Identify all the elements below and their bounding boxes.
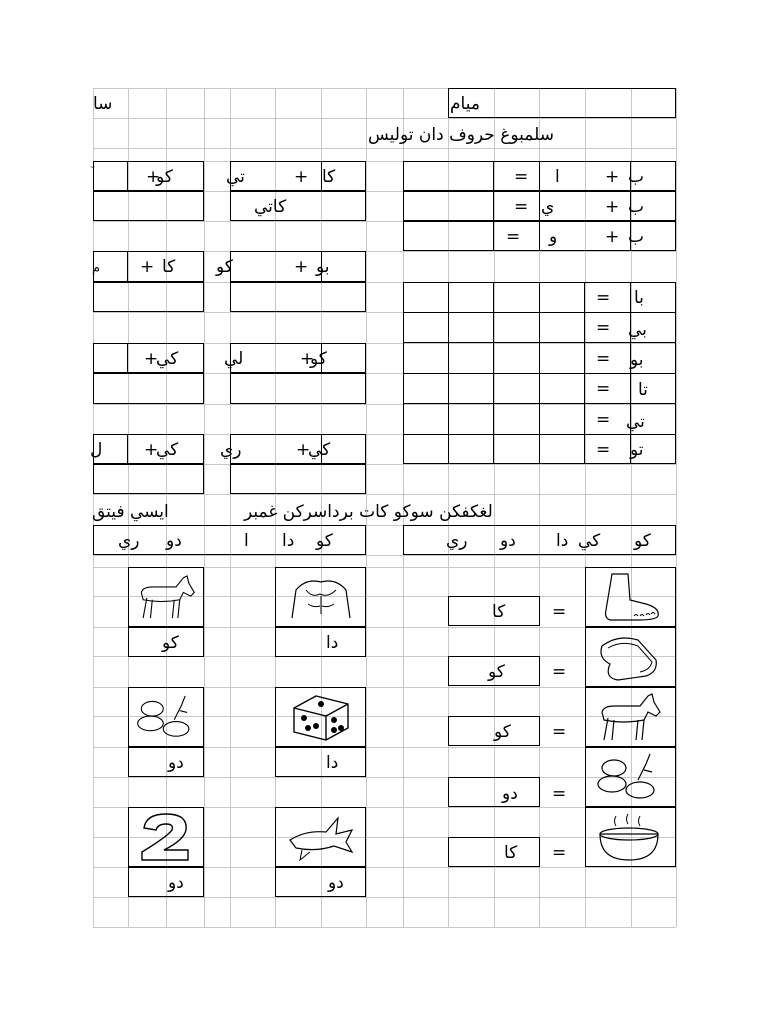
label-syllable: دو	[328, 873, 344, 893]
ex3-syllable-b: ري	[220, 440, 242, 460]
name-label: ميام	[450, 94, 480, 114]
ex1-right-letter: ي	[541, 197, 555, 217]
bank-syllable: ري	[446, 531, 468, 551]
equals-sign: =	[596, 318, 611, 338]
ex3-syllable-b: كو	[216, 257, 233, 277]
bank-syllable: دا	[282, 531, 295, 551]
label-box	[275, 747, 366, 777]
ex3-answer-box	[230, 282, 366, 312]
ex3-example-answer: كاتي	[254, 197, 287, 217]
equals-sign: =	[552, 722, 567, 742]
ex3-syllable-box	[93, 343, 128, 373]
bank-syllable: كي	[578, 531, 601, 551]
ex3-syllable-c: كي	[156, 440, 179, 460]
answer-syllable: كو	[488, 662, 505, 682]
grid-line-horizontal	[93, 494, 676, 495]
ex3-syllable-d: م	[92, 261, 101, 276]
ex3-syllable-box	[321, 343, 366, 373]
grid-line-vertical	[676, 88, 677, 927]
equals-sign: =	[596, 410, 611, 430]
label-syllable: دا	[326, 633, 339, 653]
label-box	[275, 627, 366, 657]
ex3-syllable-b: تي	[226, 167, 245, 187]
eggs-icon	[594, 750, 664, 804]
equals-sign: =	[514, 197, 529, 217]
ex3-syllable-a: كو	[310, 349, 327, 369]
ex2-syllable: با	[634, 288, 644, 308]
bank-syllable: كو	[634, 531, 651, 551]
slipper-icon	[594, 632, 664, 684]
plus-sign: +	[146, 167, 161, 187]
ex2-syllable: تا	[638, 380, 648, 400]
dice-icon	[286, 690, 356, 744]
equals-sign: =	[506, 227, 521, 247]
bank-syllable: ري	[118, 531, 140, 551]
label-box	[275, 867, 366, 897]
grid-line-horizontal	[93, 118, 676, 119]
plus-sign: +	[605, 227, 620, 247]
plus-sign: +	[300, 349, 315, 369]
label-syllable: دو	[168, 873, 184, 893]
ex3-syllable-box	[93, 161, 128, 191]
label-syllable: دا	[326, 753, 339, 773]
ex3-answer-box	[93, 373, 204, 404]
section2-title-left: ايسي فيتق	[92, 502, 169, 522]
equals-sign: =	[514, 167, 529, 187]
ex3-syllable-c: كو	[156, 167, 173, 187]
ex3-answer-box	[230, 373, 366, 404]
ex2-syllable: بي	[628, 320, 647, 340]
equals-sign: =	[596, 349, 611, 369]
foot-icon	[598, 570, 662, 624]
label-box	[128, 867, 204, 897]
answer-syllable: دو	[502, 784, 518, 804]
section2-title: لغكفكن سوكو كات برداسركن غمبر	[244, 502, 493, 522]
ex2-row	[403, 373, 676, 404]
ex2-syllable: تي	[626, 412, 645, 432]
ex3-syllable-c: كا	[162, 257, 176, 277]
ex3-syllable-a: بو	[316, 257, 330, 277]
ex1-left-letter: ب	[628, 197, 645, 217]
label-syllable: دو	[168, 753, 184, 773]
ex2-syllable: تو	[630, 440, 644, 460]
grid-line-vertical	[204, 88, 205, 927]
label-syllable: كو	[162, 633, 179, 653]
bank-syllable: ا	[244, 531, 249, 551]
plus-sign: +	[294, 257, 309, 277]
shark-icon	[286, 810, 356, 864]
bank-syllable: دا	[556, 531, 569, 551]
bank-syllable: دو	[500, 531, 516, 551]
worksheet-title: سلمبوغ حروف دان تولیس	[368, 125, 554, 145]
label-box	[128, 747, 204, 777]
bank-syllable: دو	[166, 531, 182, 551]
grid-line-horizontal	[93, 148, 676, 149]
ex3-answer-box	[230, 191, 366, 221]
answer-syllable: كا	[504, 843, 518, 863]
equals-sign: =	[552, 662, 567, 682]
plus-sign: +	[605, 167, 620, 187]
answer-syllable: كو	[494, 722, 511, 742]
plus-sign: +	[296, 440, 311, 460]
equals-sign: =	[596, 288, 611, 308]
ex1-left-letter: ب	[628, 227, 645, 247]
plus-sign: +	[605, 197, 620, 217]
number-two-icon	[134, 810, 198, 864]
equals-sign: =	[552, 843, 567, 863]
equals-sign: =	[552, 784, 567, 804]
ex3-syllable-b: لي	[224, 349, 244, 369]
answer-syllable: كا	[492, 602, 506, 622]
plus-sign: +	[294, 167, 309, 187]
plus-sign: +	[144, 349, 159, 369]
answer-box	[448, 837, 540, 867]
equals-sign: =	[552, 602, 567, 622]
ex1-left-letter: ب	[628, 167, 645, 187]
class-label: سا	[93, 94, 113, 114]
ex3-answer-box	[93, 282, 204, 312]
ex3-syllable-a: كي	[308, 440, 331, 460]
equals-sign: =	[596, 440, 611, 460]
ex1-answer-column	[403, 161, 494, 251]
grid-line-horizontal	[93, 927, 676, 928]
ex1-right-letter: و	[549, 227, 558, 247]
ex1-right-letter: ا	[555, 167, 560, 187]
grid-line-horizontal	[93, 555, 676, 556]
ex3-answer-box	[230, 464, 366, 494]
grid-line-horizontal	[93, 897, 676, 898]
name-box	[448, 88, 676, 118]
ex3-answer-box	[93, 464, 204, 494]
bank-syllable: كو	[316, 531, 333, 551]
plus-sign: +	[140, 257, 155, 277]
plus-sign: +	[144, 440, 159, 460]
answer-box	[448, 777, 540, 807]
donkey-icon	[594, 690, 664, 744]
equals-sign: =	[596, 379, 611, 399]
ex3-answer-box	[93, 191, 204, 221]
donkey-icon	[134, 570, 198, 624]
ex3-syllable-a: كا	[322, 167, 336, 187]
bowl-icon	[594, 810, 664, 864]
ex2-syllable: بو	[630, 350, 644, 370]
chest-icon	[286, 570, 356, 624]
ex3-syllable-c: كي	[156, 349, 179, 369]
eggs-icon	[134, 690, 198, 744]
ex3-syllable-d: ل	[90, 440, 103, 460]
